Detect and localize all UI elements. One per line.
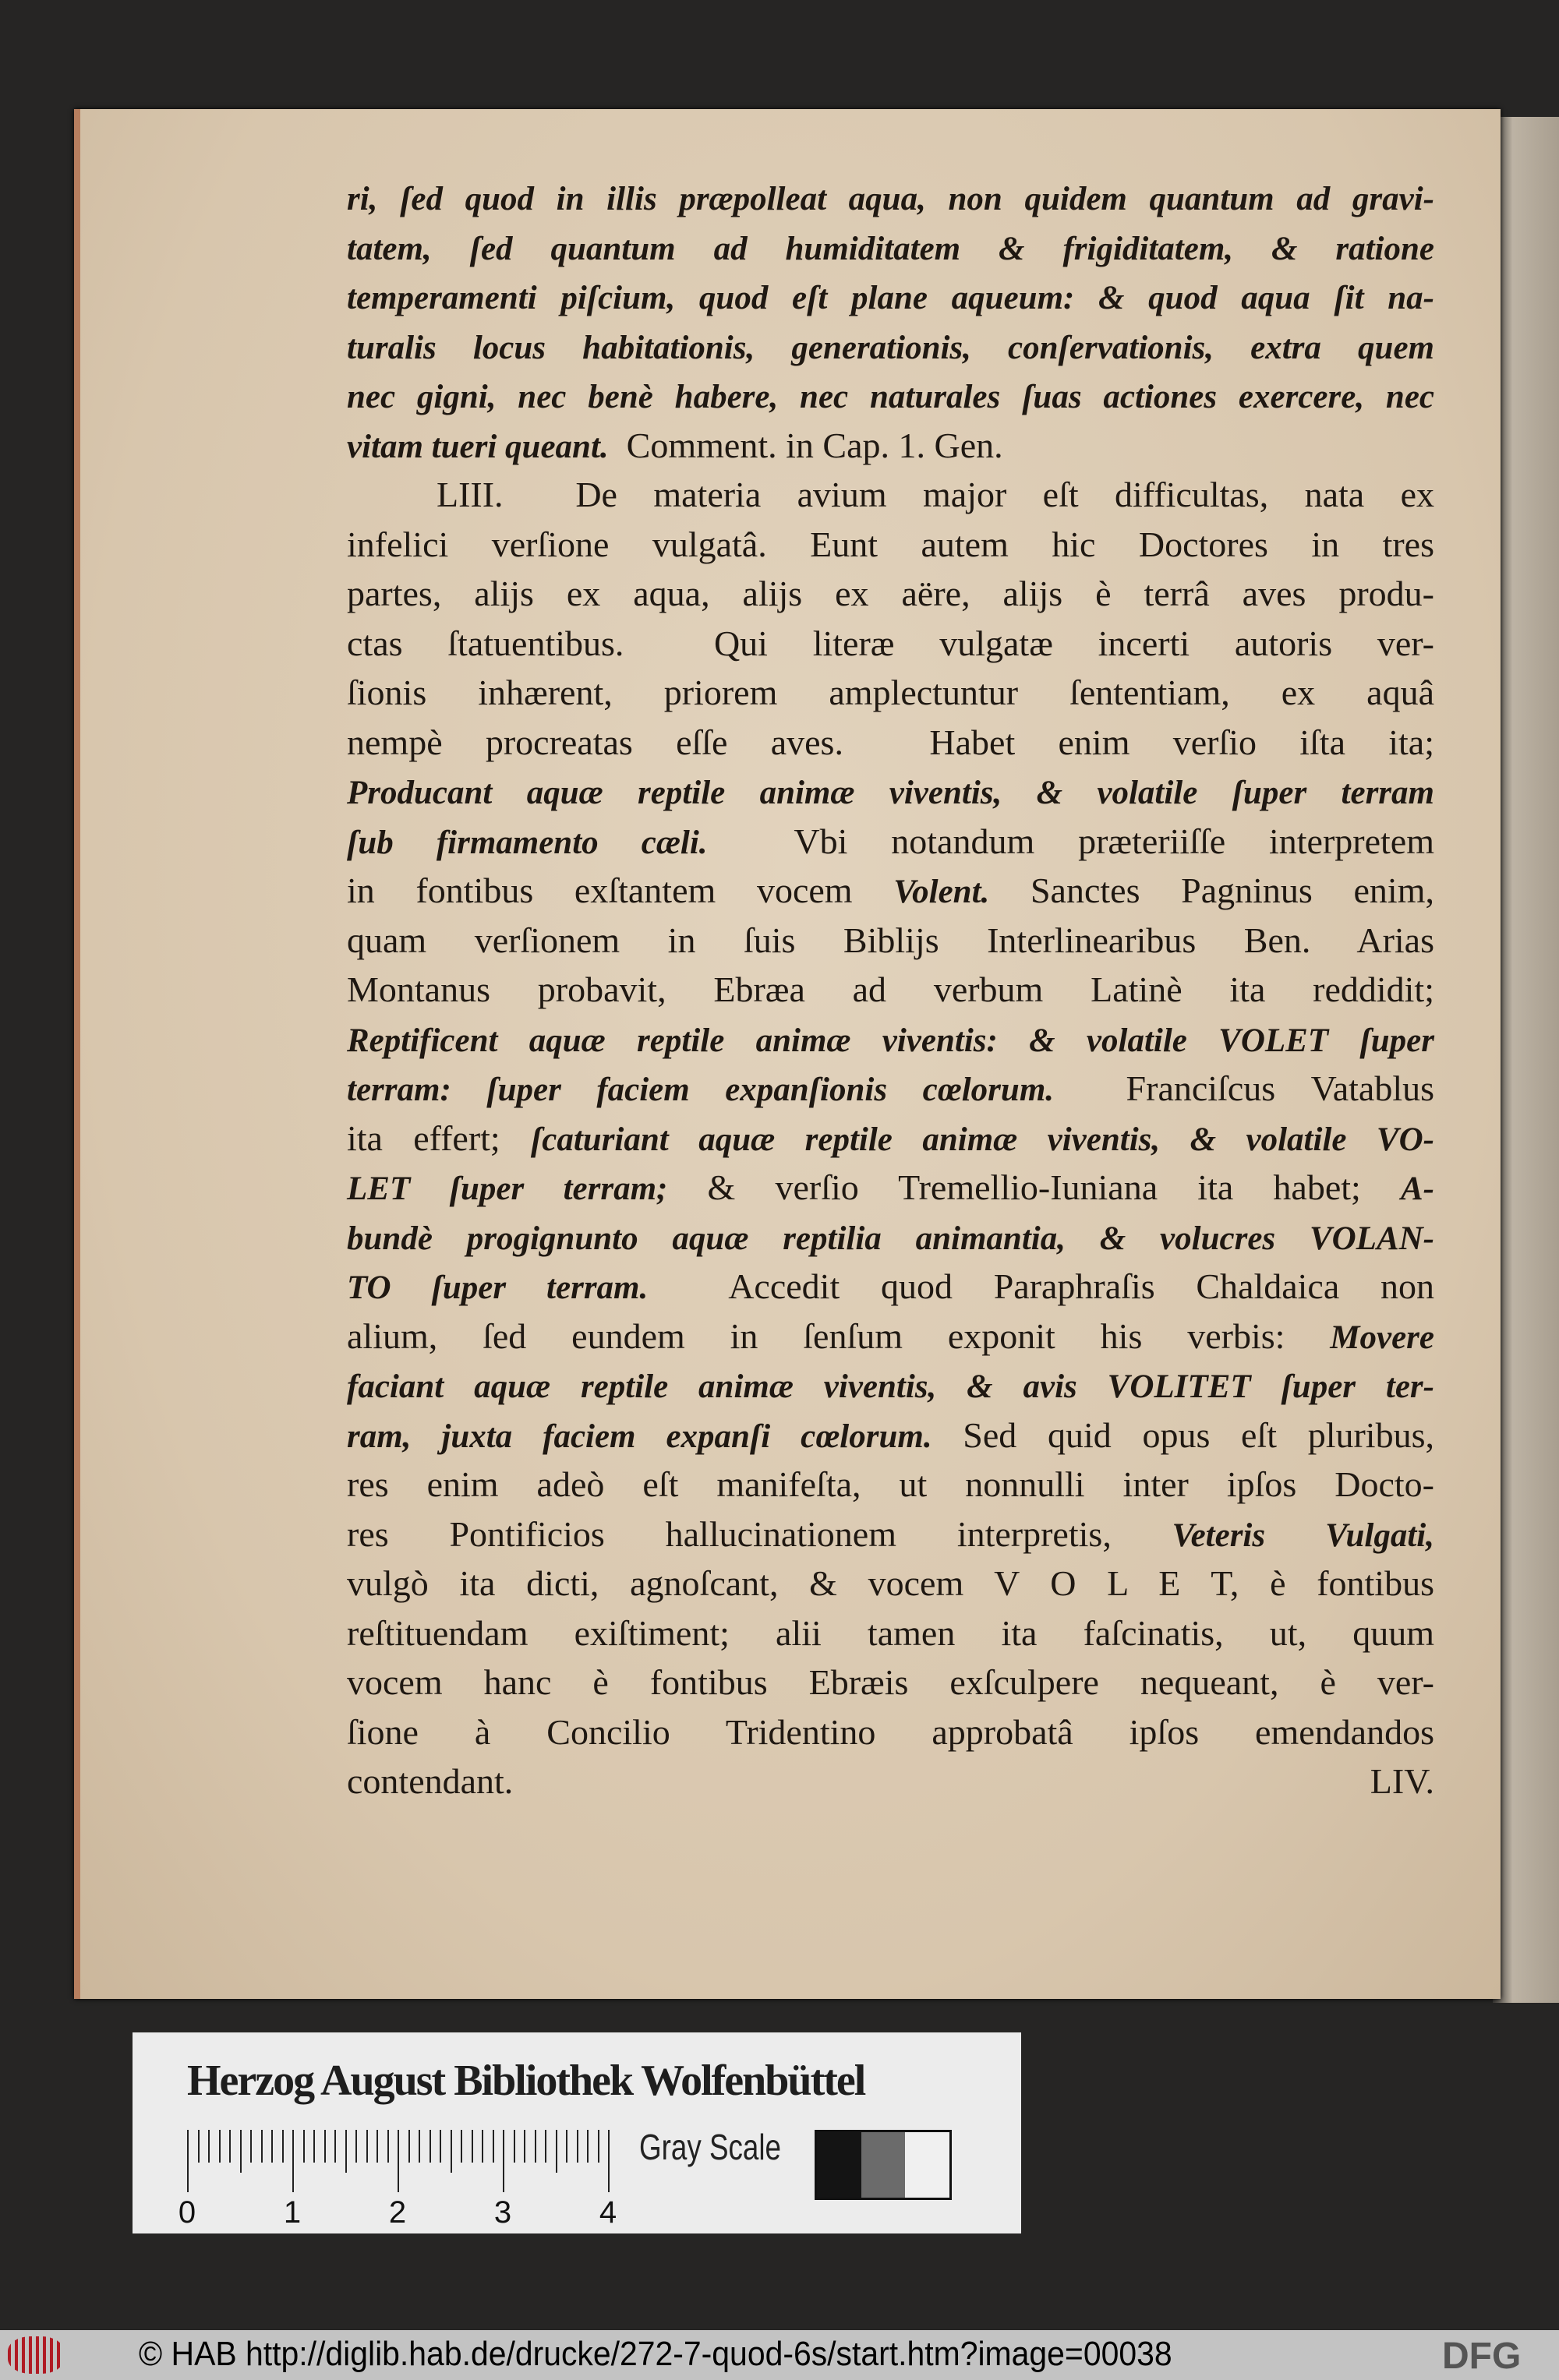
ruler-tick	[503, 2130, 504, 2192]
library-name: Herzog August Bibliothek Wolfenbüttel	[187, 2057, 865, 2105]
library-color-card	[133, 2032, 1021, 2233]
roman-text: res enim adeò eſt manifeſta, ut nonnulli inter ipſos Docto-	[347, 1464, 1434, 1504]
ruler-number: 4	[599, 2195, 617, 2230]
text-line	[347, 1707, 1434, 1757]
italic-text: turalis locus habitationis, generationis, conſervationis, extra quem	[347, 329, 1434, 366]
roman-text: Vbi notandum præteriiſſe interpretem	[707, 821, 1435, 861]
text-line	[347, 1411, 1434, 1460]
text-line	[347, 173, 1434, 223]
ruler-tick	[419, 2130, 420, 2163]
ruler-number: 0	[178, 2195, 196, 2230]
ruler-tick	[387, 2130, 389, 2163]
ruler-tick	[514, 2130, 515, 2163]
roman-text: infelici verſione vulgatâ. Eunt autem hic Doctores in tres	[347, 524, 1434, 564]
text-line	[347, 1510, 1434, 1559]
roman-text: reſtituendam exiſtiment; alii tamen ita faſcinatis, ut, quum	[347, 1612, 1434, 1653]
text-line	[347, 817, 1434, 867]
ruler-tick	[240, 2130, 242, 2173]
italic-text: ſcaturiant aquæ reptile animæ viventis, & volatile VO-	[530, 1121, 1434, 1158]
roman-text: Accedit quod Paraphraſis Chaldaica non	[648, 1266, 1434, 1306]
text-line	[347, 965, 1434, 1015]
ruler-tick	[408, 2130, 410, 2163]
ruler-tick	[187, 2130, 189, 2192]
ruler-tick	[545, 2130, 546, 2163]
italic-text: nec gigni, nec benè habere, nec naturales ſuas actiones exercere, nec	[347, 379, 1434, 415]
text-line	[347, 322, 1434, 372]
roman-text: LIII. De materia avium major eſt difficultas, nata ex	[437, 475, 1434, 514]
text-line	[347, 1114, 1434, 1164]
text-line	[347, 1213, 1434, 1262]
roman-text: partes, alijs ex aqua, alijs ex aëre, alijs è terrâ aves produ-	[347, 574, 1434, 613]
italic-text: Veteris Vulgati,	[1172, 1517, 1434, 1554]
ruler-scale	[178, 2130, 624, 2231]
page-text	[347, 173, 1434, 1806]
ruler-tick	[472, 2130, 473, 2163]
ruler-tick	[229, 2130, 231, 2163]
text-line	[347, 520, 1434, 570]
adjacent-page-edge	[1493, 117, 1559, 2003]
ruler-tick	[334, 2130, 336, 2163]
ruler-tick	[482, 2130, 483, 2163]
ruler-number: 3	[493, 2195, 512, 2230]
italic-text: ſub firmamento cæli.	[347, 824, 708, 861]
ruler-tick	[461, 2130, 462, 2163]
ruler-tick	[398, 2130, 399, 2192]
ruler-tick	[345, 2130, 347, 2173]
ruler-tick	[198, 2130, 200, 2163]
italic-text: Producant aquæ reptile animæ viventis, & volatile ſuper terram	[347, 775, 1434, 811]
ruler-tick	[524, 2130, 525, 2163]
text-line	[347, 718, 1434, 768]
roman-text: ctas ſtatuentibus. Qui literæ vulgatæ incerti autoris ver-	[347, 623, 1434, 663]
italic-text: Movere	[1330, 1319, 1434, 1356]
roman-text: contendant.	[347, 1761, 514, 1801]
ruler-tick	[430, 2130, 431, 2163]
text-line	[347, 569, 1434, 619]
roman-text: ita effert;	[347, 1118, 531, 1158]
roman-text: vulgò ita dicti, agnoſcant, & vocem V O L E T, è fontibus	[347, 1563, 1434, 1603]
roman-text: vocem hanc è fontibus Ebræis exſculpere nequeant, è ver-	[347, 1662, 1434, 1702]
roman-text: Sed quid opus eſt pluribus,	[932, 1414, 1434, 1455]
text-line	[347, 371, 1434, 421]
ruler-tick	[577, 2130, 578, 2163]
roman-text: alium, ſed eundem in ſenſum exponit his verbis:	[347, 1315, 1331, 1356]
text-line	[347, 1559, 1434, 1608]
gray-swatch	[817, 2132, 861, 2198]
text-line	[347, 619, 1434, 669]
text-line	[347, 421, 1434, 471]
gray-scale-swatches	[815, 2130, 952, 2200]
text-line	[347, 1262, 1434, 1312]
ruler-tick	[355, 2130, 357, 2163]
italic-text: vitam tueri queant.	[347, 428, 609, 465]
italic-text: ri, ſed quod in illis præpolleat aqua, non quidem quantum ad gravi-	[347, 181, 1434, 217]
ruler-tick	[324, 2130, 326, 2163]
text-line	[347, 916, 1434, 966]
ruler-tick	[313, 2130, 315, 2163]
italic-text: A-	[1401, 1171, 1434, 1207]
ruler-tick	[608, 2130, 610, 2192]
italic-text: TO ſuper terram.	[347, 1269, 649, 1306]
text-line	[347, 866, 1434, 916]
dfg-logo: DFG	[1442, 2336, 1522, 2377]
text-line	[347, 1163, 1434, 1213]
gray-swatch	[861, 2132, 906, 2198]
text-line	[347, 1757, 1434, 1806]
italic-text: terram: ſuper faciem expanſionis cœlorum.	[347, 1072, 1055, 1108]
italic-text: Reptificent aquæ reptile animæ viventis: & volatile VOLET ſuper	[347, 1022, 1434, 1059]
italic-text: LET ſuper terram;	[347, 1171, 668, 1207]
roman-text: in fontibus exſtantem vocem	[347, 870, 894, 910]
ruler-tick	[366, 2130, 368, 2163]
roman-text: quam verſionem in ſuis Biblijs Interlinearibus Ben. Arias	[347, 920, 1434, 960]
ruler-tick	[451, 2130, 452, 2173]
ruler-tick	[535, 2130, 536, 2163]
ruler-tick	[271, 2130, 273, 2163]
ruler-tick	[219, 2130, 221, 2163]
gray-scale-label: Gray Scale	[639, 2127, 782, 2167]
text-line	[347, 1015, 1434, 1065]
roman-text: Sanctes Pagninus enim,	[989, 870, 1434, 910]
footer-url: © HAB http://diglib.hab.de/drucke/272-7-quod-6s/start.htm?image=00038	[139, 2335, 1172, 2373]
ruler-tick	[208, 2130, 210, 2163]
text-line	[347, 1312, 1434, 1361]
ruler-number: 1	[283, 2195, 302, 2230]
roman-text: Comment. in Cap. 1. Gen.	[608, 425, 1003, 465]
text-line	[347, 1064, 1434, 1114]
roman-text: & verſio Tremellio-Iuniana ita habet;	[667, 1167, 1401, 1207]
ruler-tick	[282, 2130, 284, 2163]
ruler-tick	[303, 2130, 305, 2163]
text-line	[347, 470, 1434, 520]
roman-text: ſione à Concilio Tridentino approbatâ ipſos emendandos	[347, 1711, 1434, 1752]
text-line	[347, 767, 1434, 817]
roman-text: res Pontificios hallucinationem interpretis,	[347, 1513, 1172, 1554]
text-line	[347, 223, 1434, 273]
roman-text: ſionis inhærent, priorem amplectuntur ſententiam, ex aquâ	[347, 673, 1434, 712]
ruler-tick	[440, 2130, 441, 2163]
ruler-tick	[376, 2130, 378, 2163]
italic-text: ram, juxta faciem expanſi cœlorum.	[347, 1418, 932, 1455]
roman-text: nempè procreatas eſſe aves. Habet enim verſio iſta ita;	[347, 722, 1434, 762]
ruler-tick	[493, 2130, 494, 2163]
gray-swatch	[905, 2132, 949, 2198]
text-line	[347, 668, 1434, 718]
hab-logo-icon	[8, 2336, 64, 2374]
italic-text: Volent.	[893, 874, 990, 910]
ruler-tick	[292, 2130, 294, 2192]
italic-text: tatem, ſed quantum ad humiditatem & frigiditatem, & ratione	[347, 230, 1434, 267]
text-line	[347, 1608, 1434, 1658]
text-line	[347, 1361, 1434, 1411]
ruler-tick	[598, 2130, 599, 2163]
ruler-tick	[587, 2130, 589, 2163]
footer-bar	[0, 2330, 1559, 2380]
roman-text: Montanus probavit, Ebræa ad verbum Latinè ita reddidit;	[347, 969, 1434, 1009]
text-line	[347, 1460, 1434, 1510]
ruler-tick	[556, 2130, 557, 2173]
ruler-tick	[250, 2130, 252, 2163]
italic-text: temperamenti piſcium, quod eſt plane aqueum: & quod aqua ſit na-	[347, 280, 1434, 316]
text-line	[347, 272, 1434, 322]
catchword: LIV.	[1370, 1761, 1434, 1801]
text-line	[347, 1658, 1434, 1707]
ruler-tick	[566, 2130, 567, 2163]
roman-text: Franciſcus Vatablus	[1054, 1068, 1435, 1108]
italic-text: bundè progignunto aquæ reptilia animantia, & volucres VOLAN-	[347, 1220, 1434, 1257]
ruler-number: 2	[388, 2195, 407, 2230]
italic-text: faciant aquæ reptile animæ viventis, & avis VOLITET ſuper ter-	[347, 1368, 1434, 1405]
ruler-tick	[261, 2130, 263, 2163]
